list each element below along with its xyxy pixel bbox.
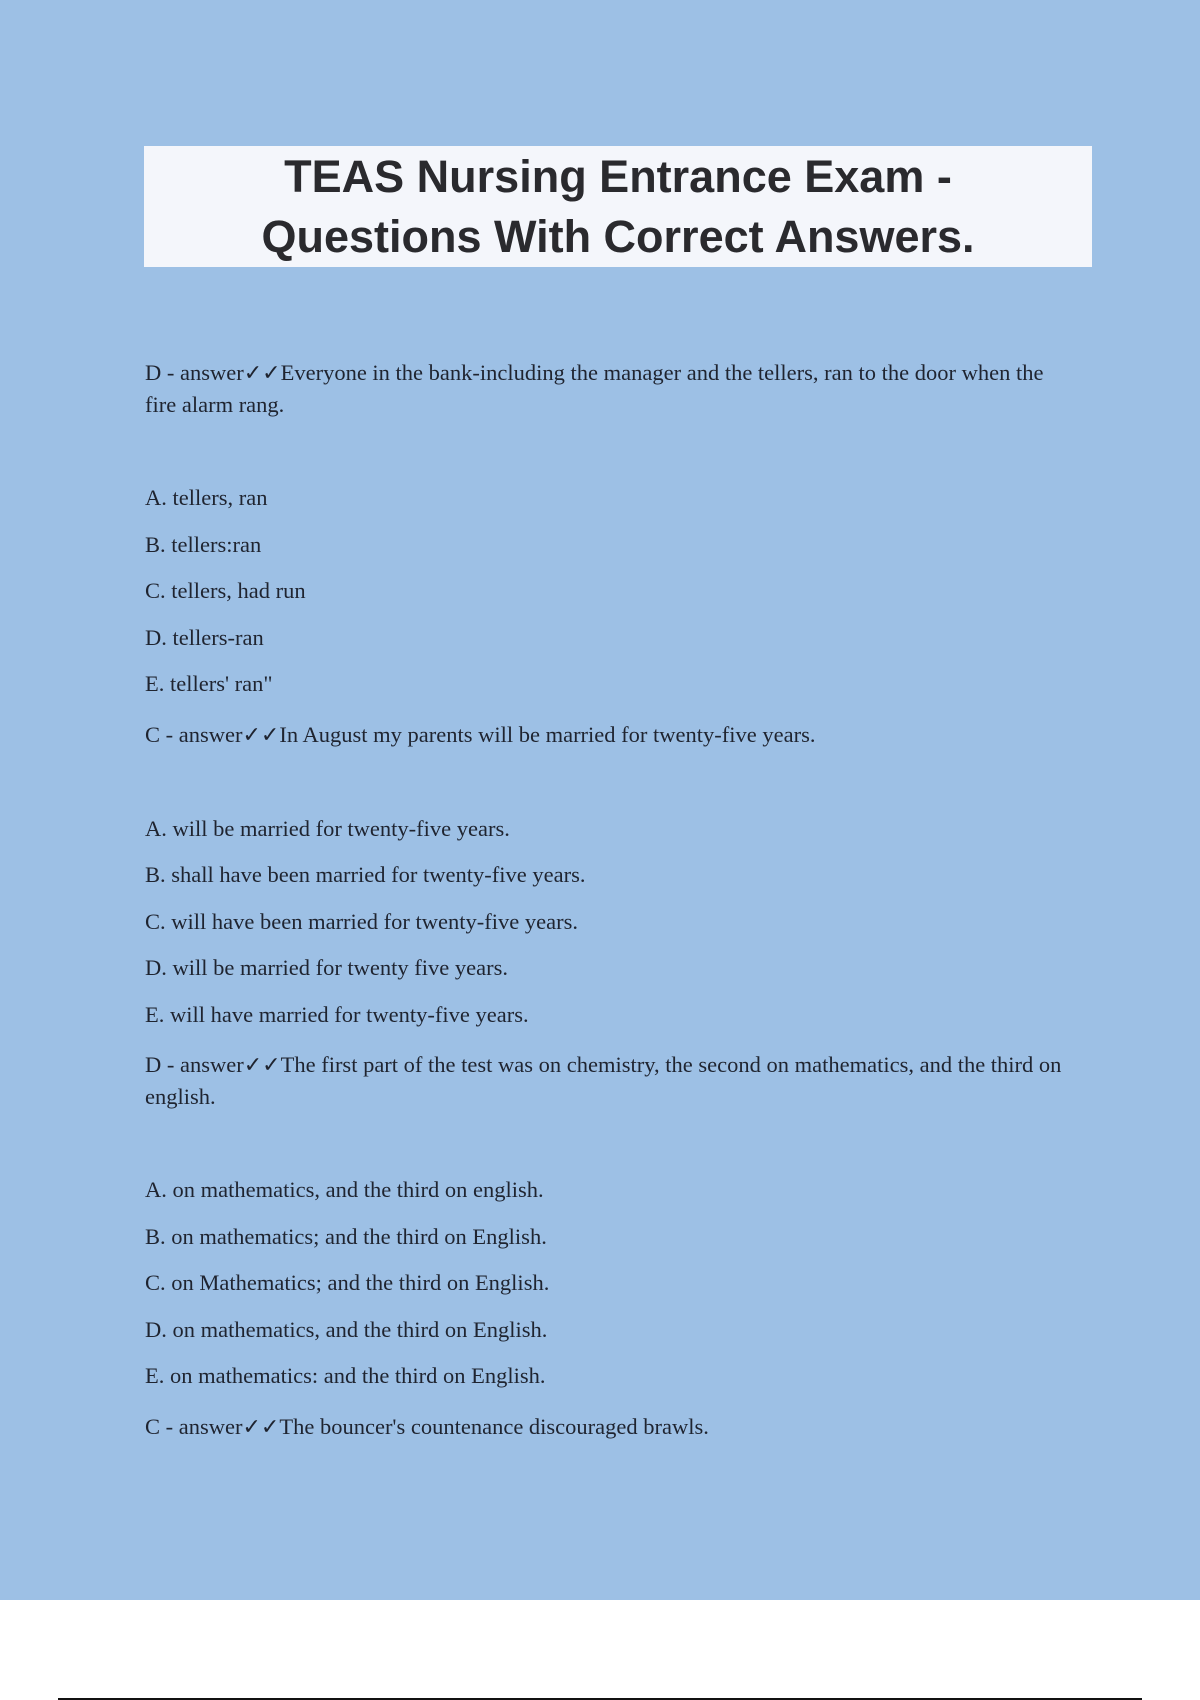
question-text bbox=[145, 1049, 1080, 1112]
answer-prefix: D - answer bbox=[145, 360, 244, 385]
question-block bbox=[145, 719, 1080, 1046]
option-c: C. on Mathematics; and the third on English. bbox=[145, 1270, 550, 1295]
title-line-2: Questions With Correct Answers. bbox=[261, 210, 975, 262]
option-b: B. on mathematics; and the third on English. bbox=[145, 1223, 547, 1249]
question-block bbox=[145, 357, 1080, 715]
question-list bbox=[145, 357, 1080, 1443]
question-stem: The bouncer's countenance discouraged brawls. bbox=[279, 1413, 709, 1439]
question-stem: The first part of the test was on chemistry, the second on mathematics, and the third on english. bbox=[145, 1052, 1062, 1109]
question-text bbox=[145, 357, 1080, 420]
title-box bbox=[144, 146, 1092, 267]
option-e: E. will have married for twenty-five years. bbox=[145, 1001, 529, 1027]
option-d: D. will be married for twenty five years. bbox=[145, 955, 508, 980]
question-block bbox=[145, 1049, 1080, 1407]
option-e: E. tellers' ran" bbox=[145, 671, 273, 696]
option-e: E. on mathematics: and the third on English. bbox=[145, 1363, 546, 1388]
double-check-icon: ✓✓ bbox=[243, 361, 281, 386]
option-list bbox=[145, 482, 1080, 715]
option-b: B. shall have been married for twenty-five years. bbox=[145, 862, 586, 887]
option-d: D. tellers-ran bbox=[145, 624, 264, 650]
question-text bbox=[145, 719, 1080, 751]
option-b: B. tellers:ran bbox=[145, 531, 262, 557]
title-line-1: TEAS Nursing Entrance Exam - bbox=[284, 150, 952, 202]
answer-prefix: D - answer bbox=[145, 1052, 244, 1077]
option-d: D. on mathematics, and the third on English. bbox=[145, 1316, 548, 1342]
page-title bbox=[261, 147, 974, 267]
question-stem: Everyone in the bank-including the manager and the tellers, ran to the door when the fire alarm rang. bbox=[145, 360, 1044, 417]
double-check-icon: ✓✓ bbox=[242, 1414, 280, 1440]
option-c: C. will have been married for twenty-five years. bbox=[145, 908, 578, 934]
option-list bbox=[145, 1174, 1080, 1407]
double-check-icon: ✓✓ bbox=[242, 722, 280, 748]
option-list bbox=[145, 813, 1080, 1046]
option-a: A. will be married for twenty-five years. bbox=[145, 815, 510, 841]
answer-prefix: C - answer bbox=[145, 721, 243, 747]
double-check-icon: ✓✓ bbox=[243, 1053, 281, 1078]
question-stem: In August my parents will be married for twenty-five years. bbox=[279, 721, 816, 747]
option-a: A. on mathematics, and the third on english. bbox=[145, 1177, 544, 1202]
question-text bbox=[145, 1411, 1080, 1443]
option-c: C. tellers, had run bbox=[145, 578, 306, 603]
question-block bbox=[145, 1411, 1080, 1443]
answer-prefix: C - answer bbox=[145, 1413, 243, 1439]
option-a: A. tellers, ran bbox=[145, 485, 268, 510]
